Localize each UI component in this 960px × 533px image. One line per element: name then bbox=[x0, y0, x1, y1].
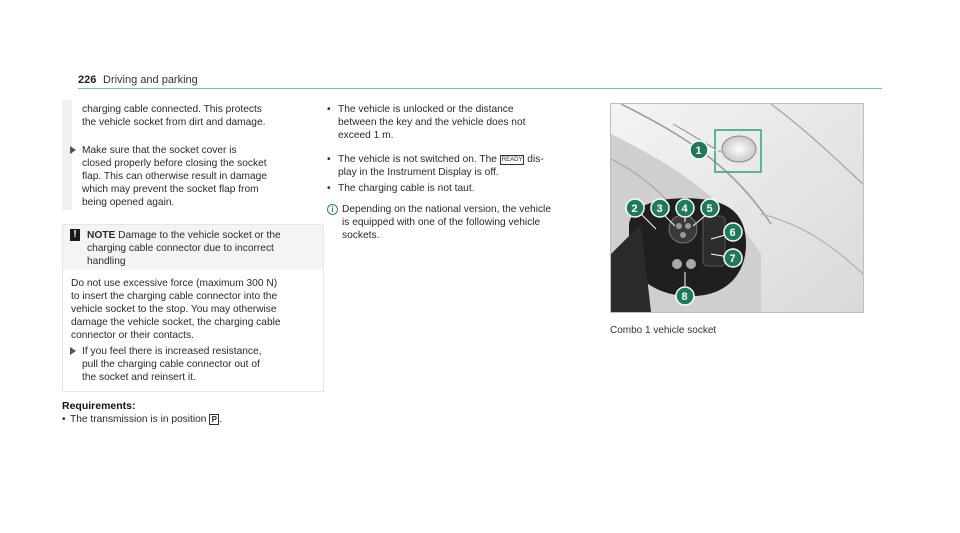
callout-8 bbox=[676, 287, 694, 305]
text-line: is equipped with one of the following vehicle bbox=[342, 217, 541, 228]
text-line: pull the charging cable connector out of bbox=[82, 359, 260, 370]
svg-text:1: 1 bbox=[695, 145, 702, 157]
text-line: Depending on the national version, the vehicle bbox=[342, 204, 551, 215]
callout-2 bbox=[626, 199, 644, 217]
arrow-right-icon bbox=[70, 146, 76, 154]
text-line: to insert the charging cable connector into the bbox=[71, 291, 278, 302]
note-header bbox=[63, 225, 323, 270]
text-line: The vehicle is unlocked or the distance bbox=[338, 104, 514, 115]
requirement-item: • The transmission is in position P . bbox=[62, 414, 223, 425]
callout-3 bbox=[651, 199, 669, 217]
requirements-label: Requirements: bbox=[62, 400, 136, 412]
callout-1 bbox=[690, 141, 708, 159]
socket-illustration bbox=[610, 103, 864, 313]
continuation-text bbox=[82, 103, 322, 129]
note-body bbox=[71, 277, 319, 342]
socket-illustration-svg bbox=[611, 104, 863, 312]
text-line: the vehicle socket from dirt and damage. bbox=[82, 117, 266, 128]
svg-text:7: 7 bbox=[729, 253, 736, 265]
text-line: The charging cable is not taut. bbox=[338, 183, 475, 194]
text-line: vehicle socket to the stop. You may otherwise bbox=[71, 304, 277, 315]
warning-icon: ! bbox=[70, 229, 80, 241]
text-line: If you feel there is increased resistance, bbox=[82, 346, 262, 357]
text-line: charging cable connector due to incorrect bbox=[87, 243, 274, 254]
requirement-text: The transmission is in position bbox=[70, 414, 207, 425]
callout-5 bbox=[701, 199, 719, 217]
text-line: connector or their contacts. bbox=[71, 330, 194, 341]
text-segment: dis- bbox=[527, 154, 544, 165]
note-instruction bbox=[82, 345, 318, 384]
svg-text:8: 8 bbox=[681, 291, 688, 303]
text-line: closed properly before closing the socket bbox=[82, 158, 267, 169]
bullet-dot: • bbox=[62, 414, 66, 425]
svg-text:2: 2 bbox=[631, 203, 638, 215]
instruction-step bbox=[82, 144, 322, 209]
info-icon: i bbox=[327, 204, 338, 215]
bullet-dot: • bbox=[327, 154, 331, 165]
text-line: play in the Instrument Display is off. bbox=[338, 167, 499, 178]
text-line: Do not use excessive force (maximum 300 N) bbox=[71, 278, 278, 289]
section-title: Driving and parking bbox=[103, 74, 198, 86]
text-line: handling bbox=[87, 256, 126, 267]
text-line bbox=[87, 229, 319, 242]
ready-indicator-icon: READY bbox=[501, 157, 523, 163]
continuation-block bbox=[62, 100, 332, 210]
svg-text:3: 3 bbox=[656, 203, 663, 215]
text-line bbox=[338, 153, 598, 166]
text-line: flap. This can otherwise result in damage bbox=[82, 171, 267, 182]
arrow-right-icon bbox=[70, 347, 76, 355]
text-line: charging cable connected. This protects bbox=[82, 104, 262, 115]
callout-7 bbox=[724, 249, 742, 267]
text-line: damage the vehicle socket, the charging cable bbox=[71, 317, 281, 328]
text-line: which may prevent the socket flap from bbox=[82, 184, 259, 195]
svg-text:4: 4 bbox=[681, 203, 688, 215]
bullet-dot: • bbox=[327, 104, 331, 115]
note-label: NOTE bbox=[87, 230, 116, 241]
text-segment: The vehicle is not switched on. The bbox=[338, 154, 497, 165]
callout-4 bbox=[676, 199, 694, 217]
text-line: between the key and the vehicle does not bbox=[338, 117, 526, 128]
note-heading bbox=[87, 229, 319, 268]
figure-caption: Combo 1 vehicle socket bbox=[610, 325, 717, 336]
text-line: being opened again. bbox=[82, 197, 175, 208]
park-position-icon: P bbox=[209, 414, 219, 425]
svg-text:5: 5 bbox=[706, 203, 713, 215]
callout-6 bbox=[724, 223, 742, 241]
text-line: sockets. bbox=[342, 230, 380, 241]
page-number: 226 bbox=[78, 74, 97, 86]
text-line: Make sure that the socket cover is bbox=[82, 145, 237, 156]
text-line: exceed 1 m. bbox=[338, 130, 394, 141]
svg-text:6: 6 bbox=[729, 227, 736, 239]
note-title: Damage to the vehicle socket or the bbox=[118, 230, 281, 241]
bullet-dot: • bbox=[327, 183, 331, 194]
note-box bbox=[62, 224, 324, 392]
text-line: the socket and reinsert it. bbox=[82, 372, 196, 383]
header-rule bbox=[78, 88, 882, 89]
